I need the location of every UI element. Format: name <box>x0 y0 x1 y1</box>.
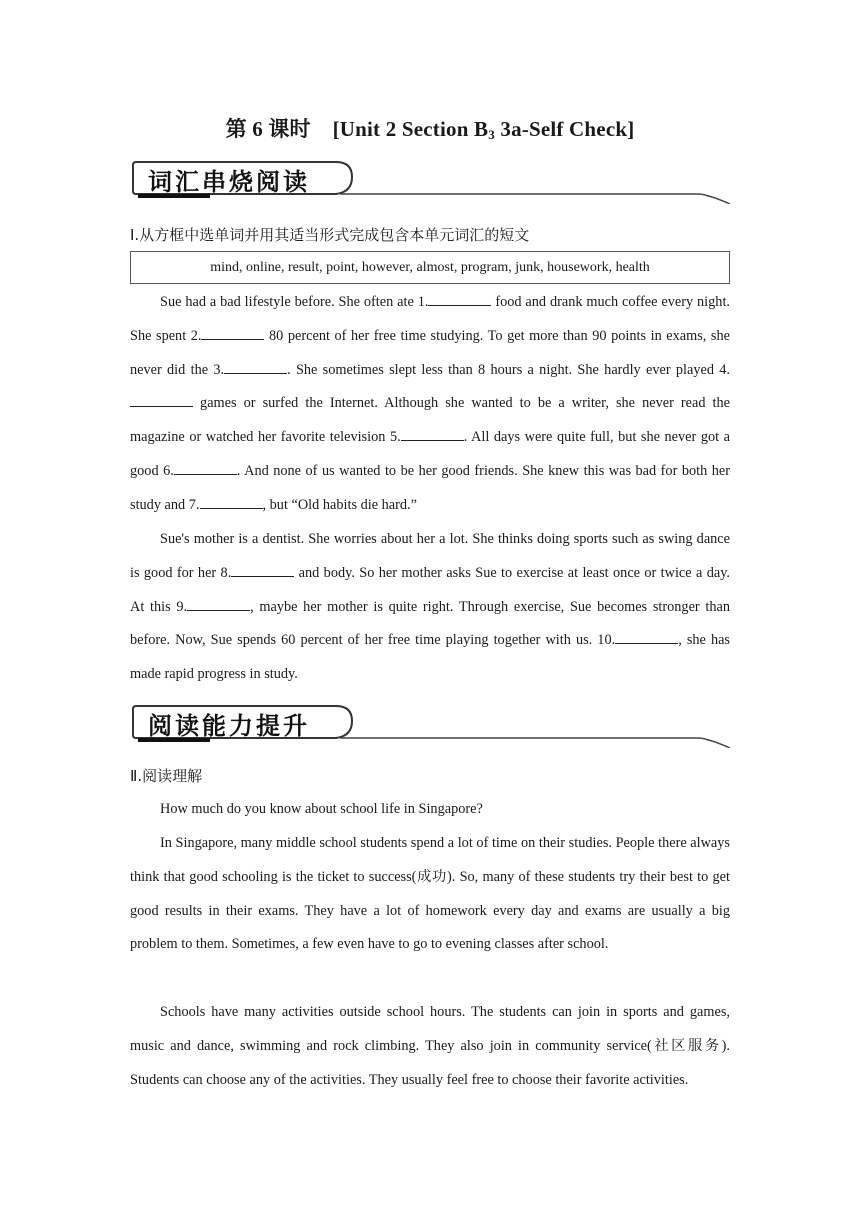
passage-text: 80 percent of her free time studying. To get more than 90 points in exams, she never did the 3. <box>130 327 730 378</box>
reading-paragraph-2: Schools have many activities outside school hours. The students can join in sports and games, music and dance, swimming and rock climbing. They also join in community service(社区服务). Students can choose any of the activities. They usually feel free to choose their favorite activities. <box>130 1004 730 1088</box>
answer-blank[interactable] <box>231 562 294 577</box>
answer-blank[interactable] <box>401 426 464 441</box>
answer-blank[interactable] <box>130 392 193 407</box>
passage-text: food and drank much coffee every night. She spent 2. <box>130 294 730 344</box>
lesson-number: 第 6 课时 <box>225 117 311 141</box>
vocabulary-reading-banner <box>130 158 734 202</box>
passage-text: and body. So her mother asks Sue to exercise at least once or twice a day. At this 9. <box>130 564 731 615</box>
banner-title: 阅读能力提升 <box>148 712 310 740</box>
passage-text: . And none of us wanted to be her good friends. She knew this was bad for both her study and 7. <box>130 462 731 513</box>
passage-text: games or surfed the Internet. Although she wanted to be a writer, she never read the magazine or watched her favorite television 5. <box>130 395 730 446</box>
passage-text: , she has made rapid progress in study. <box>130 632 730 683</box>
answer-blank[interactable] <box>615 629 678 644</box>
passage-text: , but “Old habits die hard.” <box>262 496 417 513</box>
answer-blank[interactable] <box>428 291 491 306</box>
banner-title: 词汇串烧阅读 <box>148 168 310 196</box>
answer-blank[interactable] <box>187 596 250 611</box>
passage-text: . She sometimes slept less than 8 hours a night. She hardly ever played 4. <box>287 361 730 378</box>
unit-title-rest: 3a-Self Check] <box>494 117 635 141</box>
word-box: mind, online, result, point, however, almost, program, junk, housework, health <box>130 251 730 284</box>
unit-subscript: 3 <box>488 127 495 142</box>
passage-paragraph-1 <box>130 286 730 523</box>
passage-text: , maybe her mother is quite right. Through exercise, Sue becomes stronger than before. Now, Sue spends 60 percent of her free time playing together with us. 10. <box>130 598 730 649</box>
answer-blank[interactable] <box>201 325 264 340</box>
section-one-label: Ⅰ.从方框中选单词并用其适当形式完成包含本单元词汇的短文 <box>130 226 530 244</box>
passage-paragraph-2 <box>130 523 730 692</box>
answer-blank[interactable] <box>174 460 237 475</box>
reading-paragraph-1: In Singapore, many middle school students spend a lot of time on their studies. People there always think that good schooling is the ticket to success(成功). So, many of these students try their best to get good results in their exams. They have a lot of homework every day and exams are usually a big problem to them. Sometimes, a few even have to go to evening classes after school. <box>130 835 730 953</box>
reading-question-line: How much do you know about school life in Singapore? <box>160 801 483 817</box>
passage-text: . All days were quite full, but she never got a good 6. <box>130 429 730 479</box>
answer-blank[interactable] <box>224 359 287 374</box>
answer-blank[interactable] <box>200 494 263 509</box>
unit-title: [Unit 2 Section B <box>332 117 489 141</box>
passage-text: Sue's mother is a dentist. She worries about her a lot. She thinks doing sports such as swing dance is good for her 8. <box>130 531 730 581</box>
section-two-label: Ⅱ.阅读理解 <box>130 767 203 785</box>
page-title <box>0 113 860 143</box>
reading-ability-banner <box>130 702 734 746</box>
passage-text: Sue had a bad lifestyle before. She often ate 1. <box>160 294 429 310</box>
